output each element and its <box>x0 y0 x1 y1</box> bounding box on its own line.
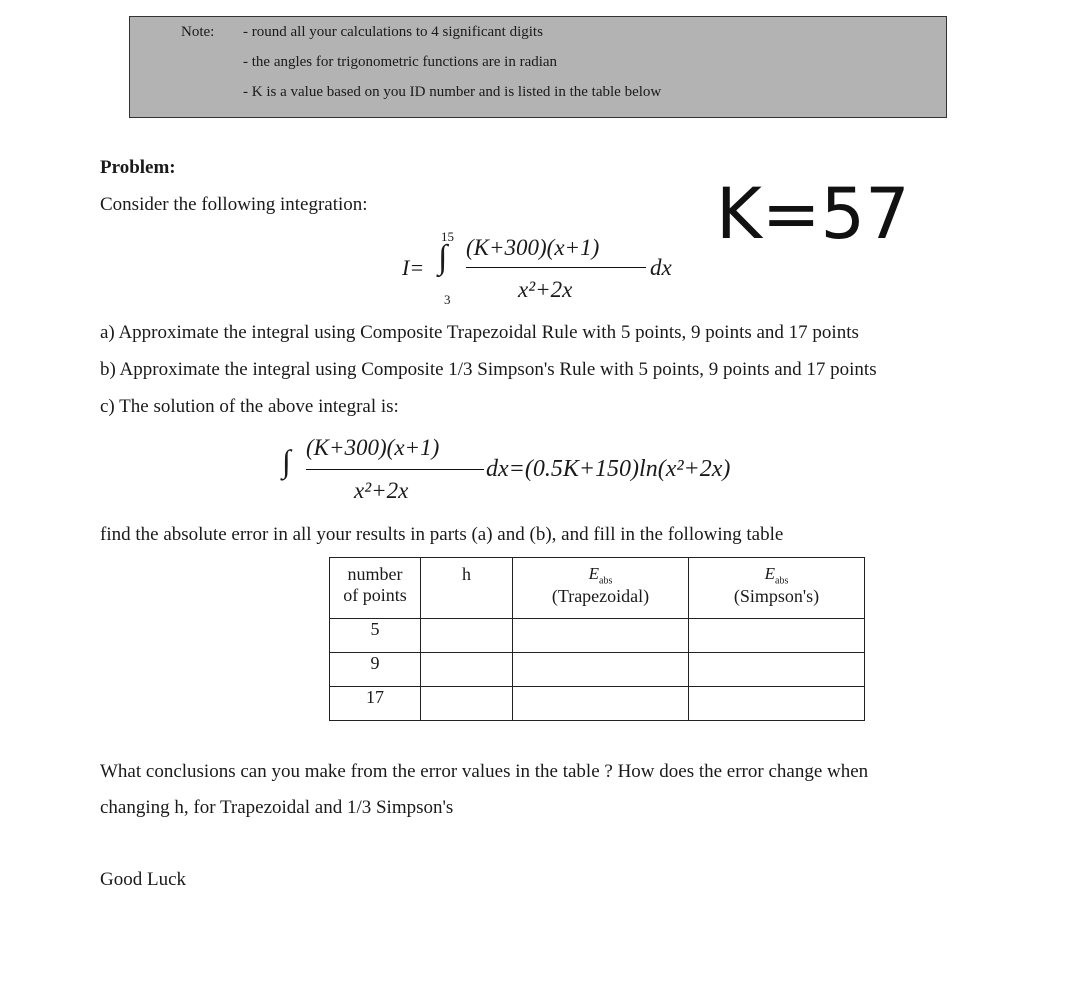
header-eabs-trap-symbol <box>513 558 688 586</box>
integral-lhs: I= <box>402 255 425 280</box>
integral-fraction-bar <box>466 267 646 268</box>
conclusion-question-1: What conclusions can you make from the error values in the table ? How does the error change when <box>100 761 869 782</box>
row-simp-cell[interactable] <box>689 687 865 721</box>
solution-fraction-bar <box>306 469 484 470</box>
closing-text: Good Luck <box>100 869 187 890</box>
row-h-cell[interactable] <box>421 619 513 653</box>
table-row <box>330 687 865 721</box>
solution-rhs: dx=(0.5K+150)ln(x²+2x) <box>486 456 731 482</box>
row-h-cell[interactable] <box>421 687 513 721</box>
row-trap-cell[interactable] <box>513 619 689 653</box>
instruction-text: find the absolute error in all your results in parts (a) and (b), and fill in the following table <box>100 524 784 545</box>
error-table <box>329 557 865 721</box>
part-b: b) Approximate the integral using Composite 1/3 Simpson's Rule with 5 points, 9 points and 17 points <box>100 359 877 380</box>
part-a: a) Approximate the integral using Composite Trapezoidal Rule with 5 points, 9 points and 17 points <box>100 322 859 343</box>
note-label: Note: <box>181 24 215 40</box>
table-row <box>330 653 865 687</box>
conclusion-question-2: changing h, for Trapezoidal and 1/3 Simpson's <box>100 797 454 818</box>
part-c: c) The solution of the above integral is: <box>100 396 399 417</box>
solution-denominator: x²+2x <box>354 478 409 503</box>
row-trap-cell[interactable] <box>513 687 689 721</box>
k-value: K=57 <box>716 173 910 255</box>
header-trapezoidal-label: (Trapezoidal) <box>551 586 650 607</box>
header-h <box>421 558 513 619</box>
note-line-2: - the angles for trigonometric functions are in radian <box>243 54 558 70</box>
row-simp-cell[interactable] <box>689 619 865 653</box>
header-eabs-trapezoidal <box>513 558 689 619</box>
problem-heading: Problem: <box>100 157 176 178</box>
row-points: 17 <box>330 687 421 721</box>
row-trap-cell[interactable] <box>513 653 689 687</box>
integral-denominator: x²+2x <box>518 277 573 302</box>
eabs-simp-sub: abs <box>775 575 789 587</box>
integral-upper-limit: 15 <box>441 229 454 244</box>
integral-differential: dx <box>650 255 672 280</box>
row-points: 5 <box>330 619 421 653</box>
header-simpson-label: (Simpson's) <box>733 586 820 607</box>
header-number-line1: number <box>347 564 403 584</box>
note-line-3: - K is a value based on you ID number and is listed in the table below <box>243 84 662 100</box>
eabs-simp-letter: E <box>764 564 776 583</box>
table-row <box>330 619 865 653</box>
note-box <box>129 16 947 118</box>
eabs-trap-sub: abs <box>599 575 613 587</box>
header-eabs-simp-symbol <box>689 558 864 586</box>
integral-numerator: (K+300)(x+1) <box>466 235 600 260</box>
row-simp-cell[interactable] <box>689 653 865 687</box>
note-line-1: - round all your calculations to 4 significant digits <box>243 24 543 40</box>
solution-integral-sign-icon: ∫ <box>282 443 291 479</box>
table-header-row <box>330 558 865 619</box>
row-points: 9 <box>330 653 421 687</box>
solution-numerator: (K+300)(x+1) <box>306 435 440 460</box>
integral-sign-icon: ∫ <box>438 239 448 276</box>
eabs-trap-letter: E <box>588 564 600 583</box>
header-eabs-simpson <box>689 558 865 619</box>
integral-lower-limit: 3 <box>444 292 451 307</box>
header-number-line2: of points <box>343 585 407 605</box>
header-h-label: h <box>462 564 471 584</box>
header-number-of-points <box>330 558 421 619</box>
problem-intro: Consider the following integration: <box>100 194 368 215</box>
row-h-cell[interactable] <box>421 653 513 687</box>
